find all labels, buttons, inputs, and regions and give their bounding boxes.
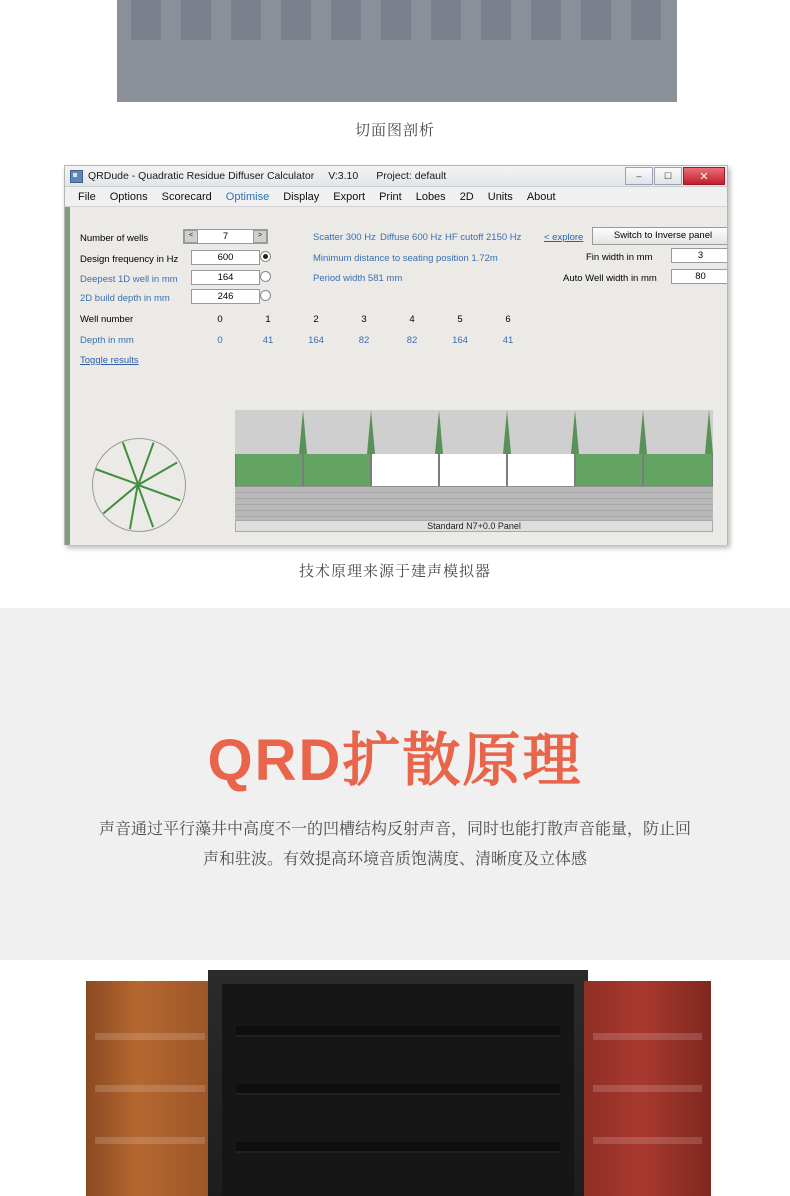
window-controls[interactable] [624, 167, 725, 185]
caption-simulator: 技术原理来源于建声模拟器 [298, 563, 491, 580]
fin-divider [639, 410, 647, 454]
label-depth: Depth in mm [80, 335, 134, 346]
qrd-principle-section [0, 608, 790, 960]
cabinet-interior [222, 984, 574, 1196]
radio-deepest-1d-well[interactable] [260, 271, 271, 282]
label-2d-build-depth: 2D build depth in mm [80, 293, 170, 304]
stat-period-width: Period width 581 mm [313, 273, 403, 284]
depth-2: 164 [308, 335, 324, 346]
shelf [236, 1026, 560, 1035]
cross-section-image [117, 0, 677, 102]
well-number-4: 4 [409, 314, 415, 325]
shelf [593, 1033, 702, 1040]
app-icon [70, 170, 83, 183]
shelf [95, 1137, 205, 1144]
diffuser-tooth [331, 0, 361, 40]
label-fin-width: Fin width in mm [586, 252, 653, 263]
depth-3: 82 [358, 335, 370, 346]
cabinet-left-wood [86, 981, 214, 1196]
menu-item-scorecard[interactable]: Scorecard [161, 190, 212, 203]
well-number-2: 2 [313, 314, 319, 325]
window-titlebar[interactable] [65, 166, 727, 187]
panel-footer-label: Standard N7+0.0 Panel [235, 520, 713, 532]
shelf [593, 1085, 702, 1092]
qrd-title: QRD扩散原理 [207, 728, 583, 793]
menu-item-optimise[interactable]: Optimise [225, 190, 270, 203]
diffuser-tooth [381, 0, 411, 40]
menu-item-export[interactable]: Export [333, 190, 366, 203]
explore-link[interactable]: < explore [544, 232, 584, 243]
label-auto-well-width: Auto Well width in mm [563, 273, 657, 284]
window-title: QRDude - Quadratic Residue Diffuser Calculator [88, 170, 315, 182]
toggle-results-link[interactable]: Toggle results [80, 355, 139, 366]
menu-item-file[interactable]: File [78, 190, 96, 203]
label-number-of-wells: Number of wells [80, 233, 149, 244]
depth-4: 82 [406, 335, 418, 346]
stat-scatter: Scatter 300 Hz [313, 232, 376, 243]
caption-cross-section: 切面图剖析 [354, 122, 435, 139]
shelf [236, 1084, 560, 1093]
qrdude-app-window[interactable] [64, 165, 728, 545]
menu-item-display[interactable]: Display [283, 190, 320, 203]
well-number-6: 6 [505, 314, 511, 325]
window-project: Project: default [376, 170, 447, 182]
fin-divider [571, 410, 579, 454]
diffuser-tooth [131, 0, 161, 40]
shelf [593, 1137, 702, 1144]
well-number-1: 1 [265, 314, 271, 325]
fin-width-input[interactable]: 3 [671, 248, 727, 263]
label-deepest-1d-well: Deepest 1D well in mm [80, 274, 178, 285]
deepest-1d-well-input[interactable]: 164 [191, 270, 260, 285]
minimize-button[interactable]: – [625, 167, 653, 185]
diffuser-tooth [431, 0, 461, 40]
product-photo-section [0, 960, 790, 1196]
shelf [95, 1033, 205, 1040]
lobe-ray [138, 484, 181, 501]
switch-to-inverse-panel-button[interactable]: Switch to Inverse panel [592, 227, 727, 245]
window-version: V:3.10 [328, 170, 359, 182]
2d-build-depth-input[interactable]: 246 [191, 289, 260, 304]
diffuser-tooth [281, 0, 311, 40]
diffuser-tooth [581, 0, 611, 40]
depth-1: 41 [262, 335, 274, 346]
radio-2d-build-depth[interactable] [260, 290, 271, 301]
diffuser-tooth [631, 0, 661, 40]
shelf [95, 1085, 205, 1092]
fin-divider [705, 410, 713, 454]
menu-item-options[interactable]: Options [109, 190, 148, 203]
well-number-3: 3 [361, 314, 367, 325]
fin-divider [367, 410, 375, 454]
stat-hf-cutoff: HF cutoff 2150 Hz [445, 232, 522, 243]
app-client-area [65, 207, 727, 545]
depth-5: 164 [452, 335, 468, 346]
shelf [236, 1142, 560, 1151]
radio-design-frequency[interactable] [260, 251, 271, 262]
stat-minimum-distance: Minimum distance to seating position 1.72m [313, 253, 498, 264]
depth-0: 0 [217, 335, 223, 346]
menu-item-about[interactable]: About [526, 190, 556, 203]
diffuser-tooth [231, 0, 261, 40]
close-button[interactable]: ✕ [683, 167, 725, 185]
polar-lobe-plot [92, 438, 186, 532]
menu-item-lobes[interactable]: Lobes [415, 190, 446, 203]
diffuser-panel-diagram [235, 410, 713, 532]
diffuser-tooth [481, 0, 511, 40]
stepper-decrement-button[interactable]: < [184, 230, 198, 243]
well-number-0: 0 [217, 314, 223, 325]
fin-divider [299, 410, 307, 454]
label-design-frequency: Design frequency in Hz [80, 254, 179, 265]
label-well-number: Well number [80, 314, 134, 325]
stepper-increment-button[interactable]: > [253, 230, 267, 243]
depth-6: 41 [502, 335, 514, 346]
number-of-wells-stepper[interactable] [183, 229, 268, 244]
number-of-wells-value: 7 [222, 231, 229, 242]
cross-section-base [117, 40, 677, 102]
cross-section-inner [117, 0, 677, 102]
qrd-description: 声音通过平行藻井中高度不一的凹槽结构反射声音，同时也能打散声音能量，防止回声和驻波。有效提高环境音质饱满度、清晰度及立体感 [98, 821, 691, 868]
diffuser-tooth [181, 0, 211, 40]
design-frequency-input[interactable]: 600 [191, 250, 260, 265]
fin-divider [435, 410, 443, 454]
maximize-button[interactable]: ☐ [654, 167, 682, 185]
menu-item-print[interactable]: Print [379, 190, 402, 203]
well-number-5: 5 [457, 314, 463, 325]
panel-depth-stripes [235, 486, 713, 520]
menu-item-2d[interactable]: 2D [459, 190, 474, 203]
menu-item-units[interactable]: Units [487, 190, 513, 203]
fin-divider [503, 410, 511, 454]
diffuser-tooth [531, 0, 561, 40]
stat-diffuse: Diffuse 600 Hz [380, 232, 443, 243]
auto-well-width-input[interactable]: 80 [671, 269, 727, 284]
cabinet-right-wood [584, 981, 711, 1196]
menu-bar[interactable] [65, 187, 727, 207]
cabinet-center-black [208, 970, 588, 1196]
lobe-ray [137, 484, 154, 527]
